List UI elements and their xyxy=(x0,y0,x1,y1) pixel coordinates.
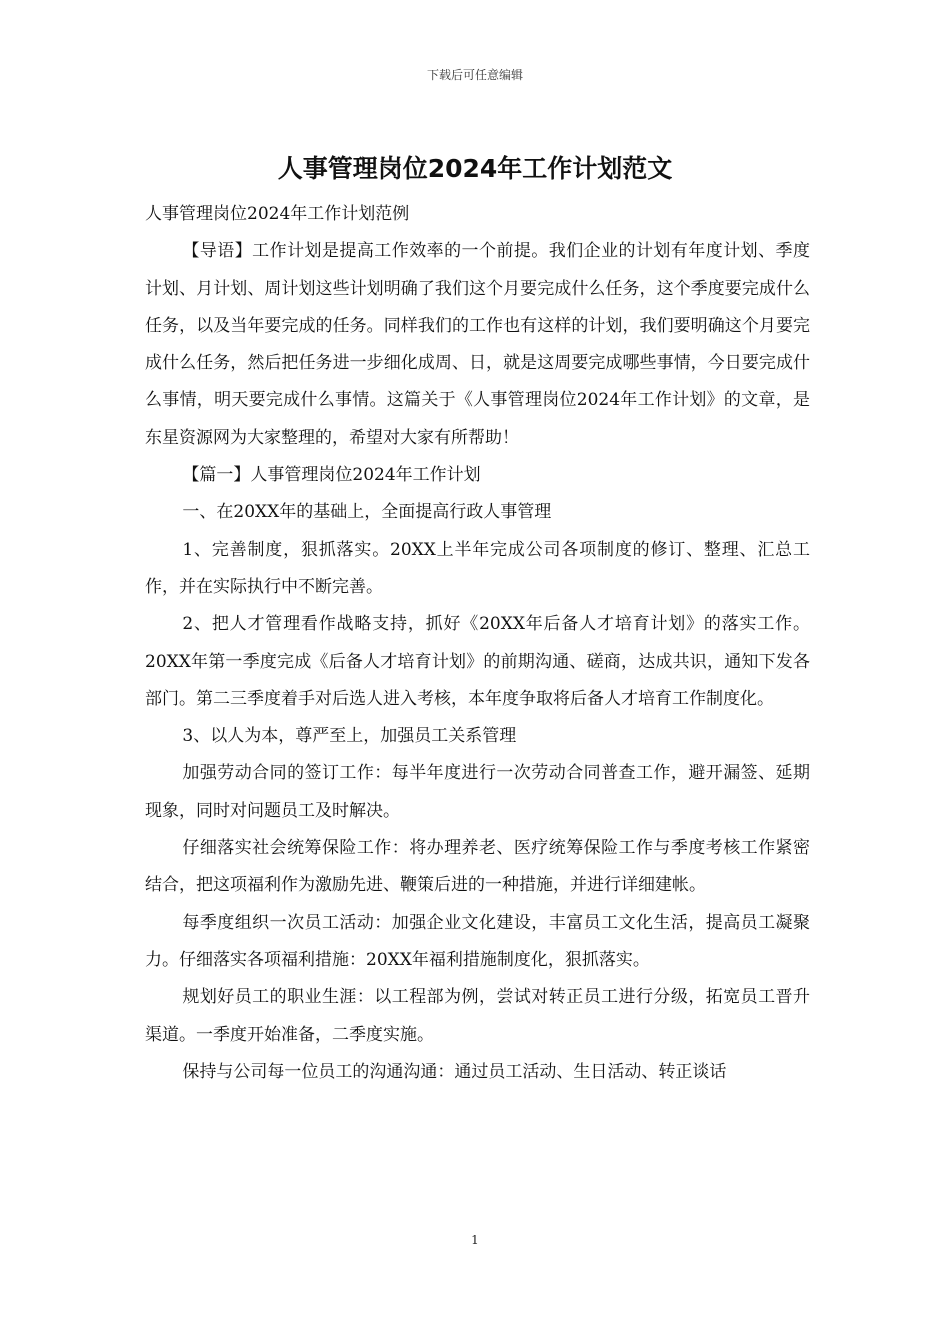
paragraph-labor-contract: 加强劳动合同的签订工作：每半年度进行一次劳动合同普查工作，避开漏签、延期现象，同时对问题员工及时解决。 xyxy=(145,763,810,821)
paragraph-intro: 【导语】工作计划是提高工作效率的一个前提。我们企业的计划有年度计划、季度计划、月计划、周计划这些计划明确了我们这个月要完成什么任务，这个季度要完成什么任务，以及当年要完成的任务。同样我们的工作也有这样的计划，我们要明确这个月要完成什么任务，然后把任务进一步细化成周、日，就是这周要完成哪些事情，今日要完成什么事情，明天要完成什么事情。这篇关于《人事管理岗位2024年工作计划》的文章，是东星资源网为大家整理的，希望对大家有所帮助！ xyxy=(145,241,810,448)
paragraph-item-1: 一、在20XX年的基础上，全面提高行政人事管理 xyxy=(182,502,552,523)
paragraph-section-heading: 【篇一】人事管理岗位2024年工作计划 xyxy=(182,465,481,486)
paragraph-career-planning: 规划好员工的职业生涯：以工程部为例，尝试对转正员工进行分级，拓宽员工晋升渠道。一季度开始准备，二季度实施。 xyxy=(145,987,810,1045)
paragraph-item-1-3: 3、以人为本，尊严至上，加强员工关系管理 xyxy=(182,726,517,747)
page-header-note: 下载后可任意编辑 xyxy=(426,68,523,82)
paragraph-item-1-1: 1、完善制度，狠抓落实。20XX上半年完成公司各项制度的修订、整理、汇总工作，并在实际执行中不断完善。 xyxy=(145,539,810,597)
paragraph-communication: 保持与公司每一位员工的沟通沟通：通过员工活动、生日活动、转正谈话 xyxy=(182,1061,727,1082)
paragraph-social-insurance: 仔细落实社会统筹保险工作：将办理养老、医疗统筹保险工作与季度考核工作紧密结合，把这项福利作为激励先进、鞭策后进的一种措施，并进行详细建帐。 xyxy=(145,838,810,896)
page-number: 1 xyxy=(471,1233,479,1247)
document-body xyxy=(145,196,810,1091)
document-title: 人事管理岗位2024年工作计划范文 xyxy=(277,154,673,183)
paragraph-employee-activity: 每季度组织一次员工活动：加强企业文化建设，丰富员工文化生活，提高员工凝聚力。仔细落实各项福利措施：20XX年福利措施制度化，狠抓落实。 xyxy=(145,912,810,970)
paragraph-item-1-2: 2、把人才管理看作战略支持，抓好《20XX年后备人才培育计划》的落实工作。20XX年第一季度完成《后备人才培育计划》的前期沟通、磋商，达成共识，通知下发各部门。第二三季度着手对后选人进入考核，本年度争取将后备人才培育工作制度化。 xyxy=(145,614,810,709)
paragraph-subtitle: 人事管理岗位2024年工作计划范例 xyxy=(145,204,410,224)
